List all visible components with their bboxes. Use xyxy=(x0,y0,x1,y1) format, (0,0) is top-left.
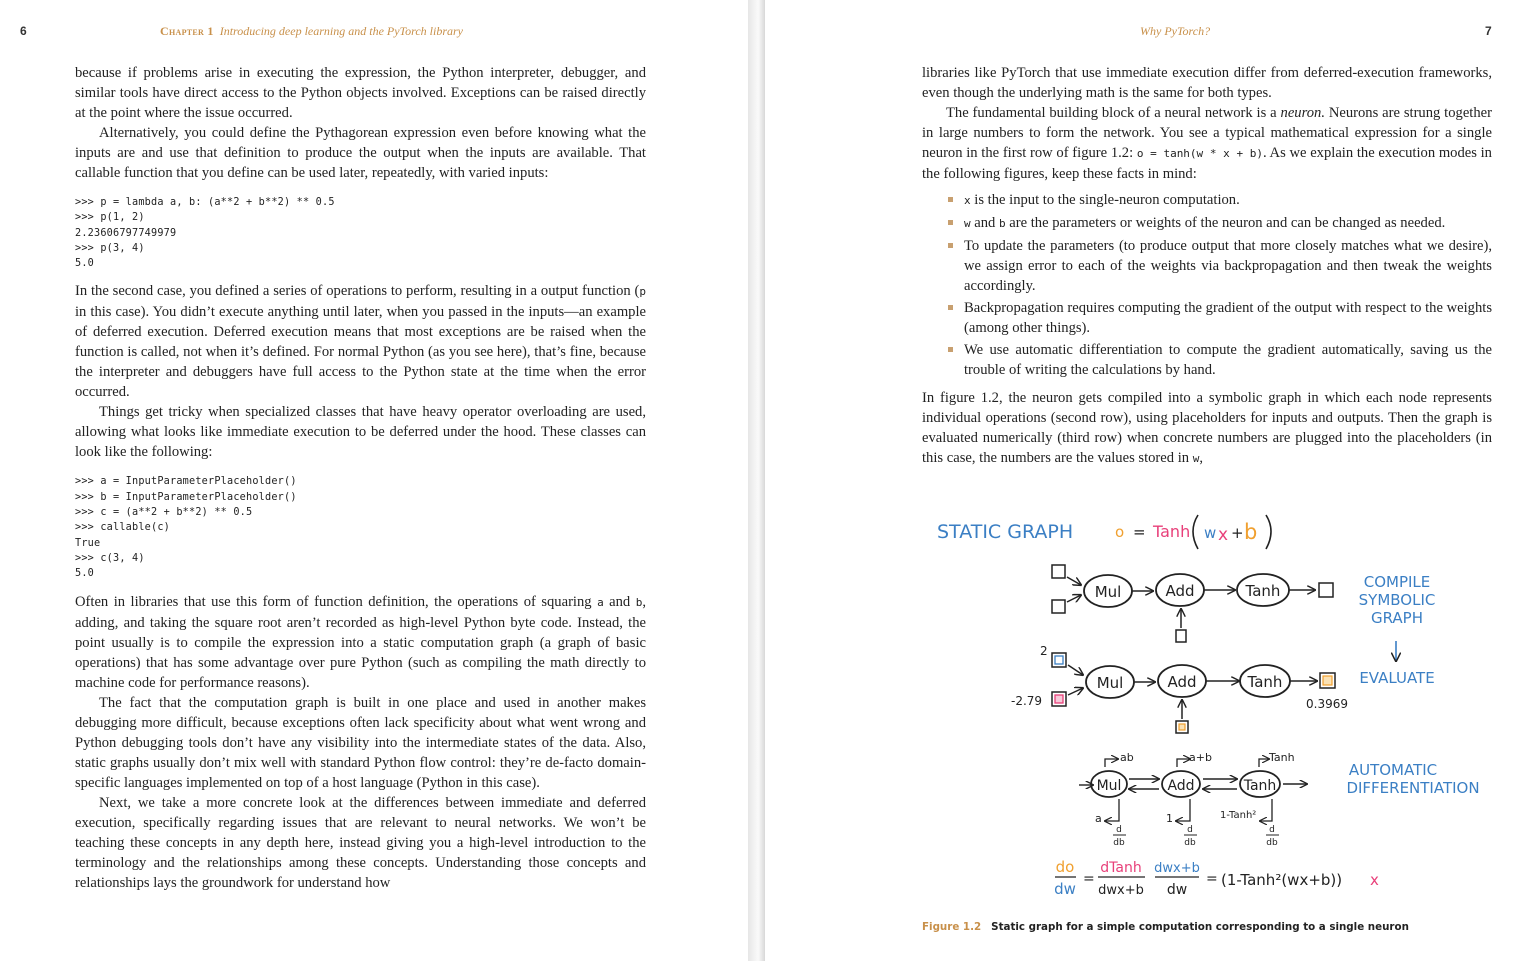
list-item: We use automatic differentiation to compute the gradient automatically, saving us the trouble of writing the calculations by hand. xyxy=(964,342,1492,378)
node-tanh-eval-label: Tanh xyxy=(1247,673,1283,691)
deriv-do: do xyxy=(1055,858,1075,876)
inline-code: p xyxy=(639,285,646,299)
eq-o: o xyxy=(1115,523,1125,541)
node-add-grad-label: Add xyxy=(1167,778,1195,794)
grad-d: d xyxy=(1116,825,1122,835)
text-run: . As we explain the execution modes in the following figures, keep these facts in mind: xyxy=(922,145,1492,182)
grad-db: db xyxy=(1184,838,1196,848)
grad-arrow xyxy=(1259,759,1269,767)
deriv-rhs: (1-Tanh²(wx+b)) xyxy=(1221,871,1343,889)
arrow xyxy=(1068,688,1083,695)
grad-ab: ab xyxy=(1120,751,1134,764)
text-run: in this case). You didn’t execute anything until later, when you passed in the inputs—an example of deferred execution. Deferred execution means that most exceptions are be raised when the function is called, not when it’s defined. For normal Python (as you see here), that’s fine, because the interpreter and debuggers have full access to the Python state at the time when the error occurred. xyxy=(75,304,646,401)
text-run: and xyxy=(970,215,999,231)
page-number-right: 7 xyxy=(1485,24,1492,38)
grad-arrow xyxy=(1260,799,1272,821)
text-run: , xyxy=(1199,450,1203,466)
text-run: The fundamental building block of a neural network is a xyxy=(946,105,1281,121)
arrow xyxy=(1067,577,1081,585)
grad-a: a xyxy=(1095,812,1102,825)
grad-arrow xyxy=(1176,799,1190,821)
paragraph: Alternatively, you could define the Pythagorean expression even before knowing what the inputs are and use that definition to produce the output when the inputs are available. That callable function that you define can be used later, repeatedly, with varied inputs: xyxy=(75,125,646,181)
deriv-dw: dw xyxy=(1054,880,1076,898)
chapter-title: Introducing deep learning and the PyTorch library xyxy=(219,24,464,38)
deriv-equals-2: = xyxy=(1206,871,1218,887)
placeholder-b xyxy=(1176,630,1186,642)
grad-tanh: Tanh xyxy=(1269,751,1295,764)
list-item: To update the parameters (to produce output that more closely matches what we desire), we assign error to each of the weights via backpropagation and then tweak the weights accordingly. xyxy=(964,238,1492,294)
paragraph: Things get tricky when specialized classes that have heavy operator overloading are used, allowing what looks like immediate execution to be deferred under the hood. These classes can look like the following: xyxy=(75,404,646,461)
deriv-x: x xyxy=(1370,871,1379,889)
inline-code: a xyxy=(597,595,604,609)
arrow xyxy=(1068,665,1083,675)
paren-left xyxy=(1193,515,1198,549)
paragraph xyxy=(922,103,1492,184)
paragraph: because if problems arise in executing the expression, the Python interpreter, debugger, and similar tools have direct access to the Python objects involved. Exceptions can be raised directly at the point where the issue occurred. xyxy=(75,65,646,121)
text-run: In figure 1.2, the neuron gets compiled into a symbolic graph in which each node represents individual operations (second row), using placeholders for inputs and outputs. Then the graph is evaluated numerically (third row) when concrete numbers are plugged into the placeholders (in this case, the numbers are the values stored in xyxy=(922,390,1492,466)
inline-code: b xyxy=(999,217,1006,230)
text-run: Often in libraries that use this form of function definition, the operations of squaring xyxy=(75,593,598,610)
compile-label-2: SYMBOLIC xyxy=(1358,591,1436,609)
figure-static-graph xyxy=(915,505,1515,905)
deriv-dwxb: dwx+b xyxy=(1098,883,1144,898)
evaluate-label: EVALUATE xyxy=(1359,669,1435,687)
bullet-list xyxy=(922,190,1492,380)
node-mul-label: Mul xyxy=(1094,583,1122,601)
paragraph xyxy=(922,388,1492,469)
list-item: Backpropagation requires computing the gradient of the output with respect to the weights (among other things). xyxy=(964,300,1492,336)
text-run: In the second case, you defined a series of operations to perform, resulting in a output function ( xyxy=(75,283,640,300)
running-head-right: Why PyTorch? xyxy=(1140,24,1211,38)
text-run: are the parameters or weights of the neuron and can be changed as needed. xyxy=(1005,215,1446,231)
paragraph xyxy=(75,592,646,693)
paragraph: Next, we take a more concrete look at the differences between immediate and deferred execution, specifically regarding issues that are relevant to neural networks. We won’t be teaching these concepts in any depth here, instead giving you a high-level introduction to the terminology and the relationships among these concepts. Understanding those concepts and relationships lays the groundwork for understand how xyxy=(75,794,646,891)
paragraph: libraries like PyTorch that use immediate execution differ from deferred-execution frameworks, even though the underlying math is the same for both types. xyxy=(922,65,1492,101)
chapter-label: Chapter 1 xyxy=(160,24,214,38)
list-item xyxy=(964,213,1492,234)
grad-one-minus-tanh2: 1-Tanh² xyxy=(1220,810,1257,821)
compile-label-3: GRAPH xyxy=(1370,609,1424,627)
grad-db: db xyxy=(1113,838,1125,848)
node-mul-grad-label: Mul xyxy=(1096,778,1122,794)
eq-b: b xyxy=(1244,520,1258,544)
left-page xyxy=(0,0,748,961)
grad-one: 1 xyxy=(1166,812,1173,825)
right-page xyxy=(765,0,1533,961)
eq-equals: = xyxy=(1133,523,1146,541)
grad-db: db xyxy=(1266,838,1278,848)
text-run: Neurons are strung together in large numbers to form the network. You see a typical mathematical expression for a single neuron in the first row of figure 1.2: xyxy=(922,105,1492,161)
placeholder-x xyxy=(1052,600,1065,613)
deriv-dw2: dw xyxy=(1166,882,1188,898)
eq-x: x xyxy=(1218,525,1229,545)
compile-label-1: COMPILE xyxy=(1363,573,1431,591)
value-box-b-inner xyxy=(1179,724,1185,730)
code-block: >>> p = lambda a, b: (a**2 + b**2) ** 0.5 >>> p(1, 2) 2.23606797749979 >>> p(3, 4) 5.0 xyxy=(75,197,335,270)
deriv-dwxb-num: dwx+b xyxy=(1154,861,1200,876)
grad-apb: a+b xyxy=(1189,751,1212,764)
paragraph: The fact that the computation graph is built in one place and used in another makes debugging more difficult, because exceptions often lack specificity about what went wrong and Python debugging tools don’t have any visibility into the intermediate states of the data. Also, static graphs usually don’t mix well with standard Python flow control: they’re de-facto domain-specific languages implemented on top of a host language (Python in this case). xyxy=(75,694,646,791)
running-head-left xyxy=(160,24,463,39)
placeholder-w xyxy=(1052,565,1065,578)
inline-code: o = tanh(w * x + b) xyxy=(1136,147,1264,160)
node-mul-eval-label: Mul xyxy=(1096,674,1124,692)
auto-diff-label-2: DIFFERENTIATION xyxy=(1346,779,1480,797)
arrow xyxy=(1067,595,1081,602)
page-number-left: 6 xyxy=(20,24,27,38)
node-add-label: Add xyxy=(1165,582,1195,600)
grad-d: d xyxy=(1269,825,1275,835)
deriv-dtanh: dTanh xyxy=(1100,860,1142,876)
figure-label: Figure 1.2 xyxy=(922,921,982,933)
text-run: and xyxy=(603,593,636,610)
book-gutter xyxy=(748,0,765,961)
eq-w: w xyxy=(1204,524,1217,542)
inline-code: x xyxy=(964,194,971,207)
right-body xyxy=(922,63,1492,469)
grad-arrow xyxy=(1105,759,1118,767)
static-graph-label: STATIC GRAPH xyxy=(937,521,1074,543)
list-item xyxy=(964,190,1492,211)
figure-caption xyxy=(922,921,1409,933)
input-w-value: 2 xyxy=(1040,644,1048,658)
deriv-equals: = xyxy=(1083,871,1095,887)
output-value: 0.3969 xyxy=(1306,697,1348,711)
node-add-eval-label: Add xyxy=(1167,673,1197,691)
inline-code: w xyxy=(964,217,971,230)
eq-plus: + xyxy=(1231,524,1244,542)
value-box-w-inner xyxy=(1055,656,1063,664)
grad-arrow xyxy=(1105,799,1119,821)
text-run: , adding, and taking the square root aren’t recorded as high-level Python byte code. Instead, the point usually is to compile the expression into a static computation graph (a graph of basic operations) that has some advantage over pure Python (such as compiling the math directly to machine code for performance reasons). xyxy=(75,593,646,691)
value-box-o-inner xyxy=(1323,676,1332,685)
code-block: >>> a = InputParameterPlaceholder() >>> b = InputParameterPlaceholder() >>> c = (a**2 + b**2) ** 0.5 >>> callable(c) True >>> c(3, 4) 5.0 xyxy=(75,476,297,580)
placeholder-o xyxy=(1319,583,1333,597)
input-x-value: -2.79 xyxy=(1011,694,1043,708)
grad-d: d xyxy=(1187,825,1193,835)
paren-right xyxy=(1266,515,1271,549)
inline-code: w xyxy=(1192,452,1200,465)
value-box-w xyxy=(1052,653,1066,667)
left-body xyxy=(75,63,646,893)
auto-diff-label-1: AUTOMATIC xyxy=(1348,761,1438,779)
value-box-x-inner xyxy=(1055,695,1063,703)
inline-code: b xyxy=(635,595,643,609)
node-tanh-grad-label: Tanh xyxy=(1243,778,1277,794)
paragraph xyxy=(75,281,646,402)
text-run: is the input to the single-neuron computation. xyxy=(970,192,1240,208)
emphasis: neuron. xyxy=(1280,105,1325,121)
eq-tanh: Tanh xyxy=(1153,522,1191,541)
node-tanh-label: Tanh xyxy=(1245,582,1281,600)
figure-caption-text: Static graph for a simple computation corresponding to a single neuron xyxy=(991,921,1409,933)
